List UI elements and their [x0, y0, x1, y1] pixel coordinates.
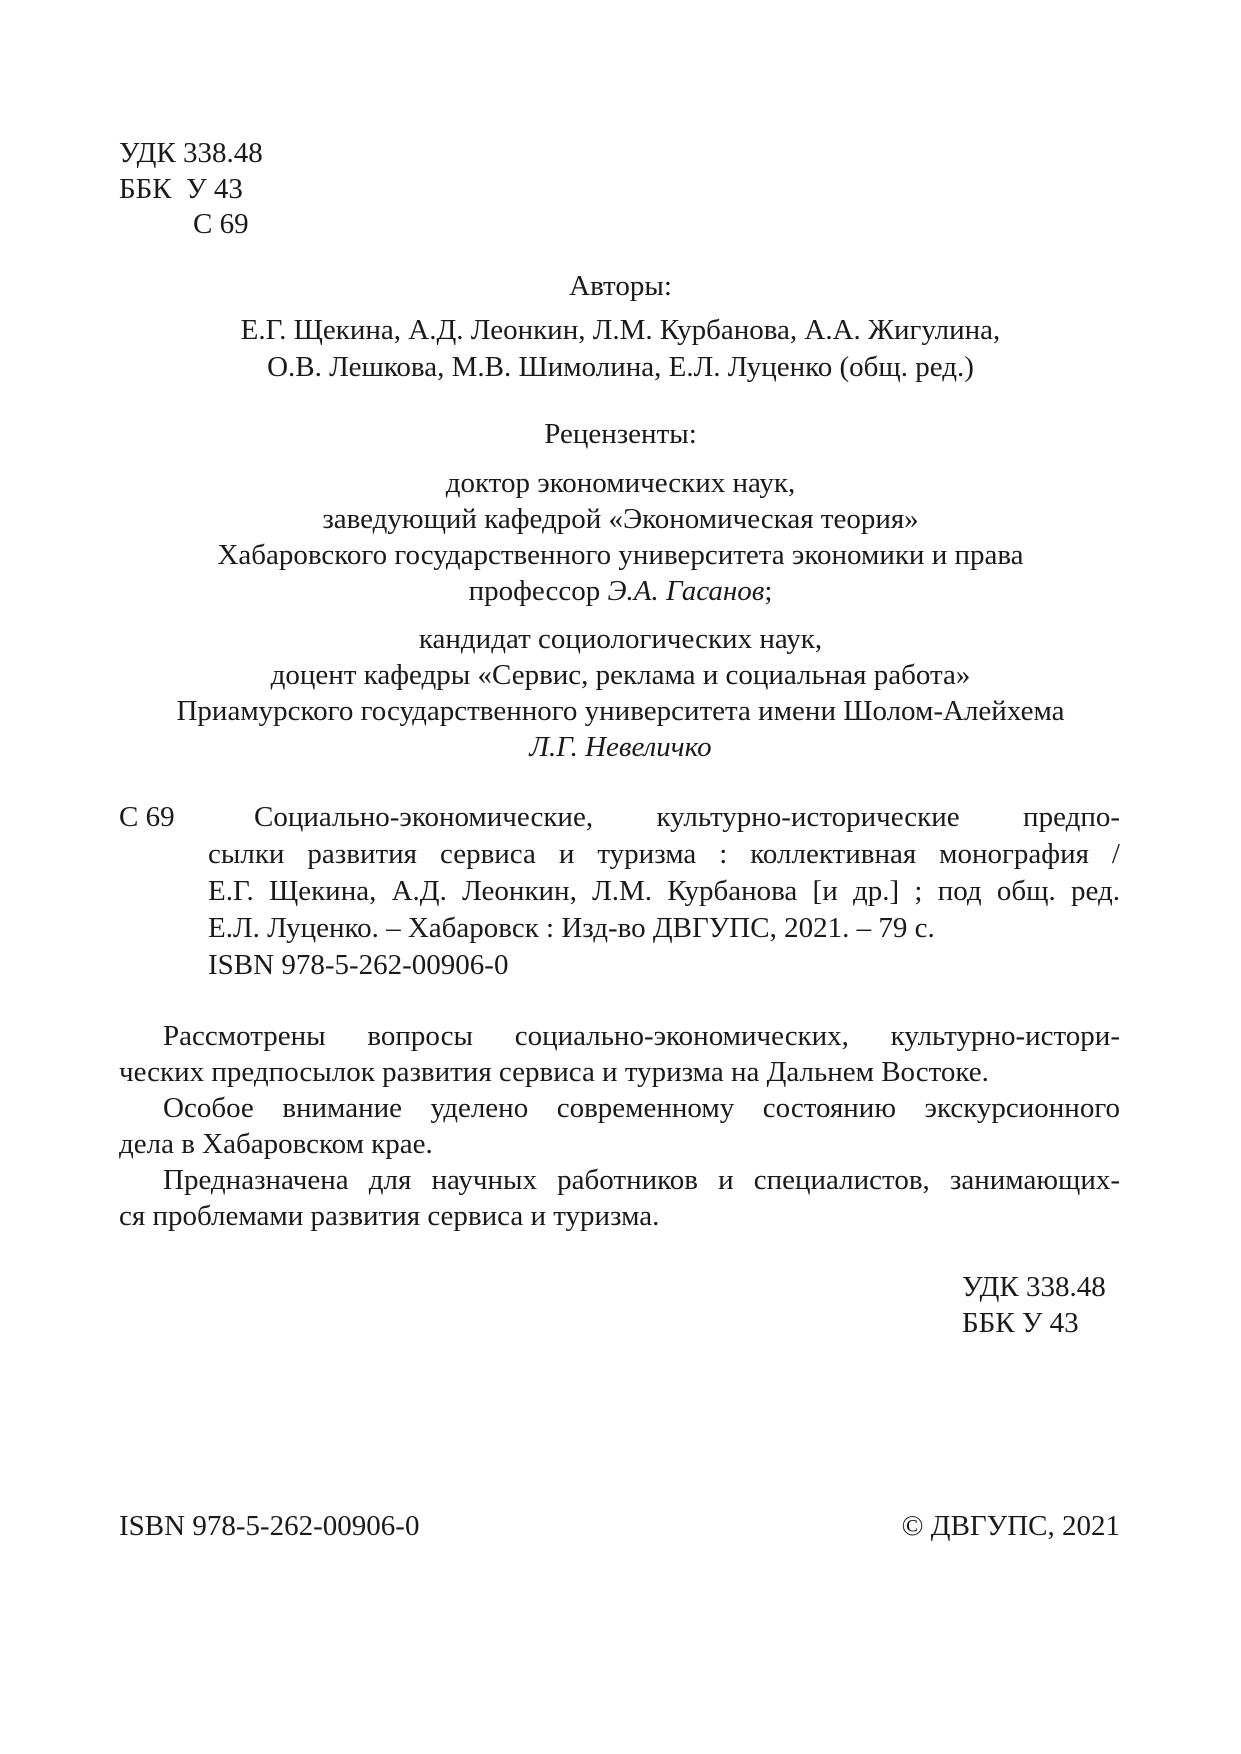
annotation-p3-line-1: Предназначена для научных работников и специалистов, занимающих-	[163, 1164, 1120, 1196]
annotation-p2-line-2: дела в Хабаровском крае.	[119, 1128, 433, 1160]
annotation-p3-line-2: ся проблемами развития сервиса и туризма.	[119, 1200, 660, 1232]
annotation-p1-line-1: Рассмотрены вопросы социально-экономических, культурно-истори-	[163, 1020, 1120, 1052]
bbk-code: ББК У 43	[119, 173, 243, 205]
reviewer2-name-text: Л.Г. Невеличко	[529, 731, 712, 763]
bib-line-1: Социально-экономические, культурно-исторические предпо-	[254, 801, 1120, 833]
reviewer2-line-2: доцент кафедры «Сервис, реклама и социальная работа»	[270, 659, 971, 691]
reviewer2-line-3: Приамурского государственного университета имени Шолом-Алейхема	[176, 695, 1065, 727]
author-mark: С 69	[193, 208, 249, 240]
reviewer1-name: Э.А. Гасанов	[607, 575, 765, 607]
authors-line-2: О.В. Лешкова, М.В. Шимолина, Е.Л. Луценко (общ. ред.)	[267, 351, 974, 383]
annotation-p1-line-2: ческих предпосылок развития сервиса и туризма на Дальнем Востоке.	[119, 1056, 989, 1088]
bib-isbn: ISBN 978-5-262-00906-0	[208, 949, 509, 981]
authors-heading: Авторы:	[569, 270, 672, 302]
reviewer1-line-3: Хабаровского государственного университета экономики и права	[217, 539, 1024, 571]
bib-line-3: Е.Г. Щекина, А.Д. Леонкин, Л.М. Курбанова [и др.] ; под общ. ред.	[208, 875, 1120, 907]
bib-line-4: Е.Л. Луценко. – Хабаровск : Изд-во ДВГУПС, 2021. – 79 с.	[208, 912, 935, 944]
reviewer1-line-2: заведующий кафедрой «Экономическая теория»	[322, 503, 919, 535]
footer-bbk-code: ББК У 43	[962, 1307, 1079, 1339]
reviewer1-title: профессор	[468, 575, 601, 607]
bib-mark: С 69	[119, 801, 175, 833]
annotation-p2-line-1: Особое внимание уделено современному состоянию экскурсионного	[163, 1092, 1120, 1124]
reviewer2-name	[0, 730, 1241, 764]
copyright: © ДВГУПС, 2021	[901, 1510, 1120, 1542]
reviewer2-line-1: кандидат социологических наук,	[418, 623, 823, 655]
footer-udk-code: УДК 338.48	[962, 1271, 1106, 1303]
bottom-isbn: ISBN 978-5-262-00906-0	[119, 1510, 420, 1542]
bib-line-2: сылки развития сервиса и туризма : коллективная монография /	[208, 838, 1120, 870]
reviewer1-suffix: ;	[764, 575, 773, 607]
reviewers-heading: Рецензенты:	[544, 418, 697, 450]
udk-code: УДК 338.48	[119, 137, 263, 169]
reviewer1-line-1: доктор экономических наук,	[445, 467, 796, 499]
authors-line-1: Е.Г. Щекина, А.Д. Леонкин, Л.М. Курбанова, А.А. Жигулина,	[240, 314, 1001, 346]
reviewer1-signature	[0, 574, 1241, 608]
